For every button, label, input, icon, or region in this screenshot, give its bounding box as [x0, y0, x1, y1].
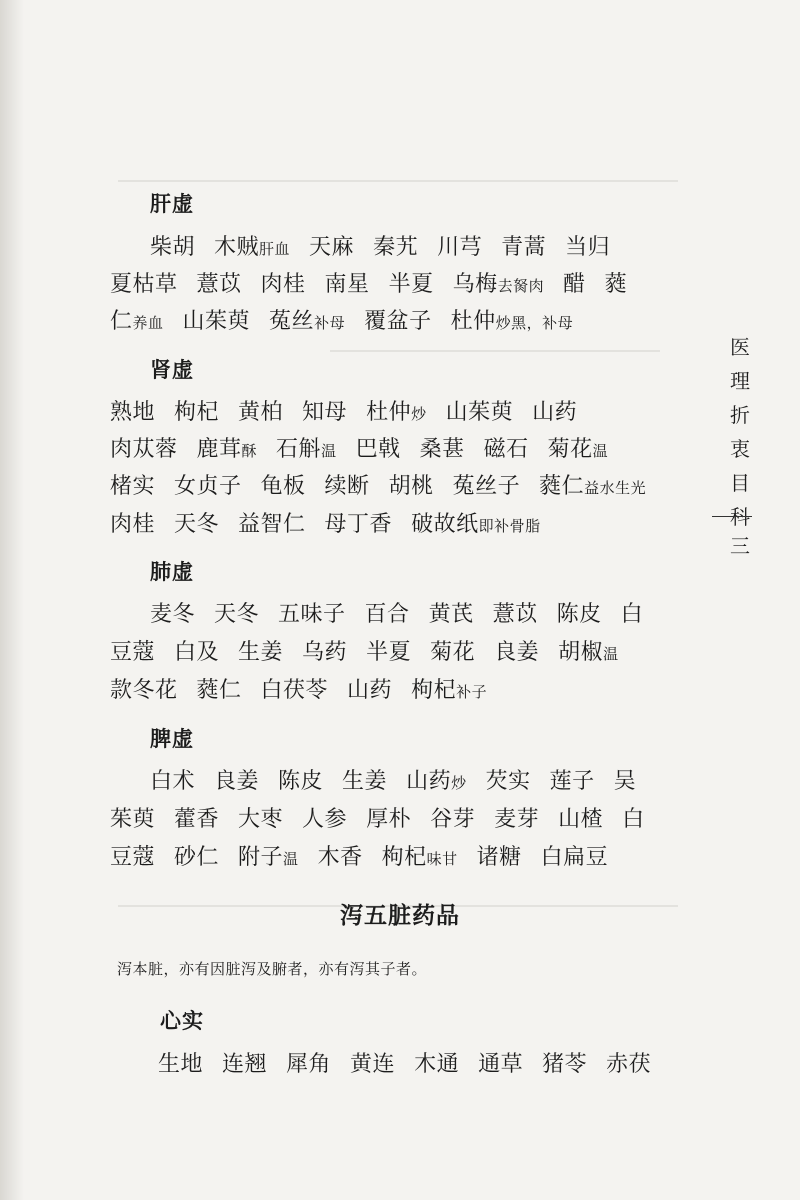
herb-name: 款冬花 [110, 678, 178, 703]
herb-name: 吴 [613, 769, 637, 794]
herb-name: 麦芽 [494, 807, 540, 832]
herb-entry [269, 309, 345, 334]
herb-entry [382, 845, 458, 870]
herb-entry [451, 309, 574, 334]
page-gutter-shadow [0, 0, 24, 1200]
herb-entry [110, 640, 155, 665]
herb-name: 黄芪 [428, 602, 474, 627]
herb-entry [366, 640, 411, 665]
organ-heading: 脾虚 [150, 726, 194, 751]
herb-line [110, 673, 487, 704]
herb-annotation: 养血 [132, 314, 164, 332]
herb-entry [558, 807, 603, 832]
herb-entry [238, 512, 306, 537]
herb-entry [214, 602, 259, 627]
herb-entry [150, 602, 195, 627]
herb-name: 当归 [565, 235, 611, 260]
herb-entry [302, 807, 347, 832]
herb-name: 豆蔻 [110, 640, 156, 665]
herb-entry [563, 272, 586, 297]
herb-entry [565, 235, 610, 260]
herb-line [150, 230, 610, 261]
bleed-through-mark [330, 350, 660, 352]
herb-name: 秦艽 [373, 235, 419, 260]
herb-line [150, 597, 643, 628]
herb-entry [302, 400, 347, 425]
herb-name: 黄柏 [238, 400, 284, 425]
herb-entry [110, 845, 155, 870]
herb-entry [158, 1052, 203, 1077]
herb-entry [238, 400, 283, 425]
herb-entry [110, 807, 155, 832]
herb-entry [542, 1052, 587, 1077]
herb-entry [373, 235, 418, 260]
herb-name: 白 [620, 602, 644, 627]
herb-name: 山茱萸 [182, 309, 251, 334]
organ-heading: 肾虚 [150, 357, 194, 382]
herb-line [158, 1047, 651, 1078]
herb-annotation: 炒 [411, 405, 427, 423]
herb-name: 豆蔻 [110, 845, 156, 870]
herb-annotation: 炒 [451, 774, 467, 792]
herb-name: 杜仲 [366, 400, 412, 425]
herb-entry [430, 640, 475, 665]
herb-entry [414, 1052, 459, 1077]
herb-entry [238, 640, 283, 665]
herb-entry [557, 602, 602, 627]
herb-name: 木香 [317, 845, 363, 870]
herb-name: 猪苓 [542, 1052, 588, 1077]
herb-entry [411, 512, 541, 537]
herb-name: 乌梅 [452, 272, 498, 297]
herb-name: 麦冬 [150, 602, 196, 627]
herb-name: 附子 [238, 845, 284, 870]
herb-entry [261, 678, 329, 703]
herb-name: 肉苁蓉 [110, 437, 178, 462]
herb-entry [366, 807, 411, 832]
herb-name: 谷芽 [430, 807, 476, 832]
herb-entry [318, 845, 363, 870]
running-head-char: 衷 [730, 437, 750, 461]
herb-entry [453, 474, 521, 499]
running-head-char: 理 [730, 369, 750, 393]
herb-entry [430, 807, 475, 832]
herb-name: 蕤仁 [539, 474, 585, 499]
herb-name: 薏苡 [196, 272, 242, 297]
herb-name: 天麻 [309, 235, 355, 260]
herb-entry [286, 1052, 331, 1077]
herb-line [110, 802, 645, 833]
herb-entry [532, 400, 577, 425]
herb-entry [214, 235, 290, 260]
herb-line [110, 635, 619, 666]
herb-line [110, 304, 573, 335]
herb-name: 肉桂 [260, 272, 306, 297]
herb-annotation: 去胬肉 [497, 277, 545, 295]
herb-name: 杜仲 [450, 309, 496, 334]
herb-name: 白及 [174, 640, 220, 665]
herb-entry [325, 474, 370, 499]
herb-name: 仁 [110, 309, 133, 334]
herb-name: 藿香 [174, 807, 220, 832]
herb-name: 犀角 [286, 1052, 332, 1077]
herb-name: 生姜 [342, 769, 388, 794]
herb-name: 益智仁 [238, 512, 306, 537]
herb-annotation: 温 [592, 442, 609, 460]
herb-entry [150, 769, 195, 794]
herb-entry [325, 512, 393, 537]
herb-name: 楮实 [110, 474, 156, 499]
herb-entry [420, 437, 465, 462]
herb-entry [174, 512, 219, 537]
herb-entry [174, 845, 219, 870]
herb-name: 薏苡 [492, 602, 538, 627]
section-note: 泻本脏，亦有因脏泻及腑者，亦有泻其子者。 [117, 960, 428, 978]
herb-entry [110, 400, 155, 425]
herb-entry [214, 769, 259, 794]
herb-entry [364, 309, 432, 334]
herb-entry [110, 272, 178, 297]
herb-name: 通草 [478, 1052, 524, 1077]
herb-name: 莲子 [549, 769, 595, 794]
herb-entry [278, 769, 323, 794]
herb-entry [621, 602, 644, 627]
organ-heading: 肺虚 [150, 559, 194, 584]
herb-name: 木通 [414, 1052, 460, 1077]
herb-entry [541, 845, 609, 870]
herb-entry [174, 807, 219, 832]
herb-name: 醋 [563, 272, 586, 297]
herb-name: 肉桂 [110, 512, 156, 537]
herb-name: 磁石 [483, 437, 529, 462]
herb-annotation: 温 [603, 645, 619, 663]
herb-entry [605, 272, 628, 297]
herb-annotation: 温 [321, 442, 337, 460]
herb-entry [325, 272, 370, 297]
herb-name: 半夏 [388, 272, 434, 297]
herb-name: 山楂 [558, 807, 604, 832]
running-head [722, 330, 758, 534]
herb-entry [365, 602, 410, 627]
herb-name: 母丁香 [324, 512, 393, 537]
herb-name: 川芎 [437, 235, 483, 260]
herb-entry [429, 602, 474, 627]
herb-name: 石斛 [276, 437, 322, 462]
herb-entry [548, 437, 609, 462]
herb-entry [453, 272, 545, 297]
herb-entry [614, 769, 637, 794]
herb-entry [606, 1052, 651, 1077]
herb-name: 青蒿 [501, 235, 547, 260]
herb-name: 破故纸 [411, 512, 479, 537]
herb-entry [558, 640, 619, 665]
bleed-through-mark [118, 180, 678, 182]
herb-name: 芡实 [485, 769, 531, 794]
herb-entry [197, 437, 258, 462]
herb-name: 熟地 [110, 400, 156, 425]
herb-name: 菊花 [547, 437, 593, 462]
organ-heading: 心实 [160, 1008, 204, 1033]
herb-entry [437, 235, 482, 260]
herb-entry [174, 400, 219, 425]
herb-name: 续断 [324, 474, 370, 499]
herb-name: 生姜 [238, 640, 284, 665]
herb-entry [411, 678, 487, 703]
herb-name: 白茯苓 [260, 678, 329, 703]
page-number: 三 [730, 534, 750, 558]
herb-entry [342, 769, 387, 794]
herb-entry [302, 640, 347, 665]
herb-name: 枸杞 [381, 845, 427, 870]
herb-annotation: 味甘 [426, 850, 458, 868]
herb-name: 覆盆子 [364, 309, 432, 334]
herb-name: 人参 [302, 807, 348, 832]
herb-entry [110, 309, 164, 334]
herb-name: 胡桃 [388, 474, 434, 499]
herb-entry [356, 437, 401, 462]
herb-entry [550, 769, 595, 794]
herb-entry [389, 272, 434, 297]
herb-name: 山药 [532, 400, 578, 425]
herb-name: 菟丝子 [452, 474, 521, 499]
running-head-char: 科 [730, 505, 750, 529]
herb-entry [238, 845, 299, 870]
herb-name: 女贞子 [174, 474, 242, 499]
herb-entry [110, 512, 155, 537]
herb-line [110, 267, 627, 298]
herb-name: 陈皮 [556, 602, 602, 627]
herb-name: 夏枯草 [110, 272, 178, 297]
herb-entry [501, 235, 546, 260]
herb-name: 乌药 [302, 640, 348, 665]
herb-entry [486, 769, 531, 794]
herb-entry [309, 235, 354, 260]
herb-name: 黄连 [350, 1052, 396, 1077]
herb-entry [389, 474, 434, 499]
herb-entry [276, 437, 337, 462]
herb-name: 枸杞 [411, 678, 457, 703]
herb-annotation: 补子 [456, 683, 488, 701]
herb-name: 连翘 [222, 1052, 268, 1077]
herb-name: 生地 [158, 1052, 204, 1077]
herb-entry [278, 602, 346, 627]
herb-entry [197, 678, 242, 703]
herb-name: 蕤仁 [196, 678, 242, 703]
herb-name: 良姜 [214, 769, 260, 794]
herb-name: 山药 [406, 769, 452, 794]
herb-line [150, 764, 636, 795]
herb-name: 枸杞 [174, 400, 220, 425]
herb-name: 南星 [324, 272, 370, 297]
herb-name: 大枣 [238, 807, 284, 832]
herb-name: 赤茯 [606, 1052, 652, 1077]
herb-entry [539, 474, 646, 499]
running-head-char: 目 [730, 471, 750, 495]
herb-entry [494, 640, 539, 665]
herb-entry [261, 272, 306, 297]
herb-line [110, 432, 608, 463]
herb-line [110, 395, 577, 426]
herb-name: 厚朴 [366, 807, 412, 832]
herb-name: 诸糖 [476, 845, 522, 870]
organ-heading: 肝虚 [150, 191, 194, 216]
herb-name: 木贼 [214, 235, 260, 260]
herb-name: 天冬 [214, 602, 260, 627]
herb-entry [494, 807, 539, 832]
herb-annotation: 肝血 [259, 240, 291, 258]
herb-name: 半夏 [366, 640, 412, 665]
herb-name: 蕤 [604, 272, 628, 297]
herb-name: 山茱萸 [445, 400, 514, 425]
herb-annotation: 温 [283, 850, 299, 868]
herb-name: 菟丝 [269, 309, 315, 334]
herb-name: 山药 [347, 678, 393, 703]
herb-name: 胡椒 [558, 640, 604, 665]
herb-name: 白术 [150, 769, 196, 794]
herb-entry [622, 807, 645, 832]
herb-name: 五味子 [278, 602, 346, 627]
herb-name: 陈皮 [278, 769, 324, 794]
herb-name: 柴胡 [150, 235, 196, 260]
herb-entry [174, 474, 242, 499]
section-title: 泻五脏药品 [340, 902, 460, 929]
herb-entry [110, 678, 178, 703]
herb-name: 白扁豆 [540, 845, 609, 870]
herb-name: 知母 [302, 400, 348, 425]
herb-annotation: 炒黑，补母 [495, 314, 574, 332]
herb-name: 茱萸 [110, 807, 156, 832]
herb-name: 天冬 [174, 512, 220, 537]
herb-entry [406, 769, 467, 794]
herb-line [110, 469, 646, 500]
herb-entry [110, 474, 155, 499]
herb-entry [150, 235, 195, 260]
herb-entry [446, 400, 514, 425]
herb-name: 菊花 [430, 640, 476, 665]
running-head-rule [712, 516, 752, 517]
herb-annotation: 酥 [241, 442, 258, 460]
herb-name: 鹿茸 [196, 437, 242, 462]
herb-entry [484, 437, 529, 462]
herb-name: 百合 [364, 602, 410, 627]
herb-entry [478, 1052, 523, 1077]
herb-entry [238, 807, 283, 832]
herb-entry [174, 640, 219, 665]
herb-entry [350, 1052, 395, 1077]
herb-entry [261, 474, 306, 499]
herb-entry [477, 845, 522, 870]
running-head-char: 医 [730, 335, 750, 359]
herb-entry [347, 678, 392, 703]
herb-annotation: 益水生光 [584, 479, 647, 497]
herb-entry [197, 272, 242, 297]
herb-line [110, 507, 541, 538]
herb-name: 良姜 [494, 640, 540, 665]
running-head-char: 折 [730, 403, 750, 427]
herb-entry [183, 309, 251, 334]
herb-name: 龟板 [260, 474, 306, 499]
herb-name: 白 [622, 807, 645, 832]
herb-name: 巴戟 [355, 437, 401, 462]
herb-name: 砂仁 [174, 845, 220, 870]
herb-entry [222, 1052, 267, 1077]
herb-annotation: 补母 [314, 314, 346, 332]
herb-entry [366, 400, 427, 425]
herb-annotation: 即补骨脂 [478, 517, 541, 535]
herb-entry [110, 437, 178, 462]
herb-name: 桑葚 [419, 437, 465, 462]
herb-entry [493, 602, 538, 627]
herb-line [110, 840, 608, 871]
